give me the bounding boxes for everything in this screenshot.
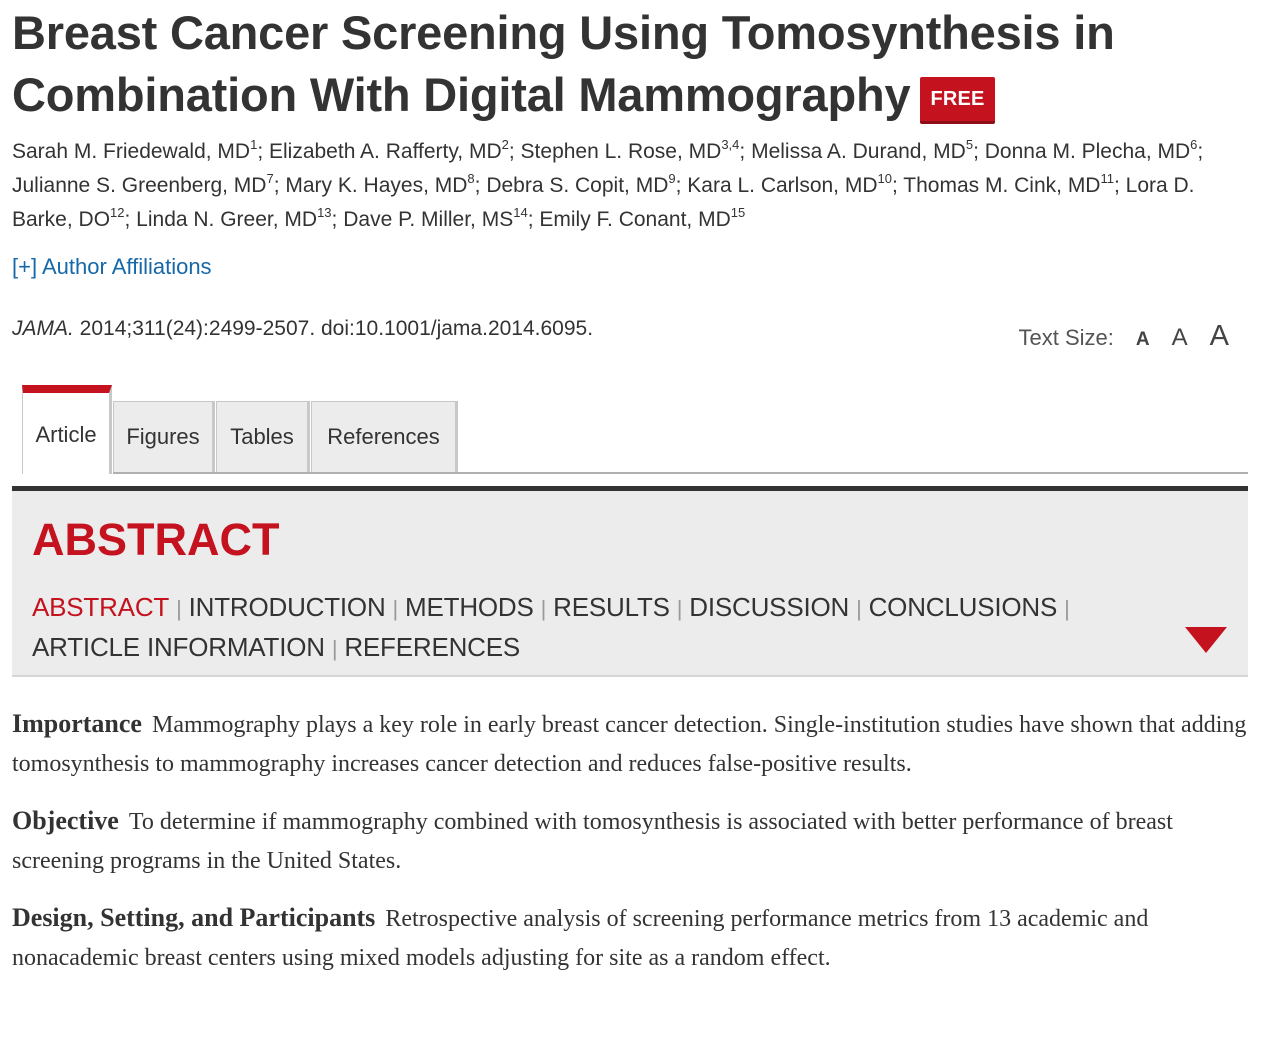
section-link-abstract[interactable]: ABSTRACT — [32, 592, 170, 622]
author-affiliation-number: 14 — [513, 205, 528, 220]
section-separator: | — [540, 596, 547, 621]
paragraph-text: Mammography plays a key role in early breast cancer detection. Single-institution studies have shown that adding tomosynthesis to mammography increases cancer detection and reduces false-positive results. — [12, 712, 1247, 777]
tab-references[interactable]: References — [311, 401, 458, 474]
author-name: Emily F. Conant, MD — [539, 208, 731, 231]
section-link-references[interactable]: REFERENCES — [344, 632, 521, 662]
abstract-body — [12, 704, 1252, 995]
author-affiliation-number: 2 — [501, 137, 509, 152]
author-affiliation-number: 7 — [266, 171, 274, 186]
section-link-article-information[interactable]: ARTICLE INFORMATION — [32, 632, 325, 662]
text-size-medium-button[interactable]: A — [1171, 324, 1188, 351]
section-separator: | — [1064, 596, 1070, 621]
abstract-heading: ABSTRACT — [32, 514, 280, 565]
article-title-text: Breast Cancer Screening Using Tomosynthesis in Combination With Digital Mammography — [12, 6, 1115, 121]
author-affiliation-number: 10 — [877, 171, 892, 186]
author-name: Sarah M. Friedewald, MD — [12, 140, 251, 163]
section-link-results[interactable]: RESULTS — [553, 592, 670, 622]
author-affiliation-number: 1 — [250, 137, 258, 152]
tab-underline — [113, 472, 1248, 474]
paragraph-heading: Objective — [12, 806, 119, 835]
text-size-large-button[interactable]: A — [1209, 320, 1229, 352]
author-affiliation-number: 6 — [1190, 137, 1198, 152]
paragraph-text: Retrospective analysis of screening performance metrics from 13 academic and nonacademic breast centers using mixed models adjusting for site as a random effect. — [12, 906, 1149, 971]
section-link-methods[interactable]: METHODS — [405, 592, 534, 622]
paragraph-heading: Design, Setting, and Participants — [12, 903, 376, 932]
text-size-small-button[interactable]: A — [1135, 329, 1150, 350]
author-name: Dave P. Miller, MS — [343, 208, 514, 231]
author-affiliations-link[interactable]: [+] Author Affiliations — [12, 254, 212, 279]
author-name: Stephen L. Rose, MD — [520, 140, 722, 163]
abstract-paragraph — [12, 898, 1252, 978]
author-list: Sarah M. Friedewald, $MD^1$; Elizabeth A. Rafferty, $MD^2$; Stephen L. Rose, MD$^{3,4}$; Melissa A. Durand, $MD^5$; Donna M. Plecha, $MD^6$; Julianne S. Greenberg, $MD^7$; Mary K. Hayes, $MD^8$; Debra S. Copit, $MD^9$; Kara L. Carlson, MD$^{10}$; Thomas M. Cink, MD$^{11}$; Lora D. Barke, DO$^{12}$; Linda N. Greer, MD$^{13}$; Dave P. Miller, MS$^{14}$; Emily F. Conant, MD$^{15}$ — [12, 137, 1204, 231]
free-badge: FREE — [920, 77, 994, 124]
citation-details: 2014;311(24):2499-2507. doi:10.1001/jama.2014.6095. — [73, 317, 594, 340]
author-affiliation-number: 15 — [730, 205, 746, 220]
abstract-paragraph — [12, 704, 1252, 784]
author-affiliation-number: 5 — [965, 137, 974, 152]
abstract-paragraph — [12, 801, 1252, 881]
section-separator: | — [392, 596, 399, 621]
paragraph-text: To determine if mammography combined with tomosynthesis is associated with better performance of breast screening programs in the United States. — [12, 809, 1173, 874]
section-link-discussion[interactable]: DISCUSSION — [689, 592, 850, 622]
author-name: Thomas M. Cink, MD — [903, 174, 1101, 197]
tab-tables[interactable]: Tables — [216, 401, 310, 474]
abstract-nav-panel — [12, 491, 1248, 677]
author-affiliation-number: 8 — [467, 171, 475, 186]
author-affiliation-number: 13 — [317, 205, 332, 220]
author-affiliation-number: 3,4 — [721, 137, 740, 152]
article-title — [12, 2, 1262, 126]
text-size-control — [1019, 320, 1229, 353]
citation — [12, 317, 593, 341]
author-affiliation-number: 9 — [668, 171, 676, 186]
section-separator: | — [676, 596, 683, 621]
chevron-down-icon[interactable] — [1185, 627, 1227, 653]
author-name: Melissa A. Durand, MD — [751, 140, 966, 163]
tab-figures[interactable]: Figures — [113, 401, 215, 474]
author-name: Kara L. Carlson, MD — [687, 174, 878, 197]
section-separator: | — [331, 636, 338, 661]
article-tabs — [22, 385, 459, 474]
paragraph-heading: Importance — [12, 709, 142, 738]
author-name: Debra S. Copit, MD — [486, 174, 669, 197]
journal-name: JAMA. — [12, 317, 74, 340]
text-size-label: Text Size: — [1018, 325, 1114, 350]
tab-article[interactable]: Article — [22, 385, 112, 474]
section-separator: | — [856, 596, 862, 621]
author-affiliation-number: 12 — [110, 205, 125, 220]
author-name: Lora D. Barke, DO — [12, 174, 1195, 231]
author-name: Donna M. Plecha, MD — [984, 140, 1191, 163]
author-name: Julianne S. Greenberg, MD — [12, 174, 267, 197]
section-link-introduction[interactable]: INTRODUCTION — [188, 592, 386, 622]
author-name: Mary K. Hayes, MD — [285, 174, 468, 197]
section-separator: | — [176, 596, 182, 621]
author-name: Linda N. Greer, MD — [136, 208, 318, 231]
author-name: Elizabeth A. Rafferty, MD — [268, 140, 502, 163]
section-navigation — [32, 588, 1132, 668]
section-link-conclusions[interactable]: CONCLUSIONS — [868, 592, 1058, 622]
author-affiliation-number: 11 — [1100, 171, 1114, 186]
